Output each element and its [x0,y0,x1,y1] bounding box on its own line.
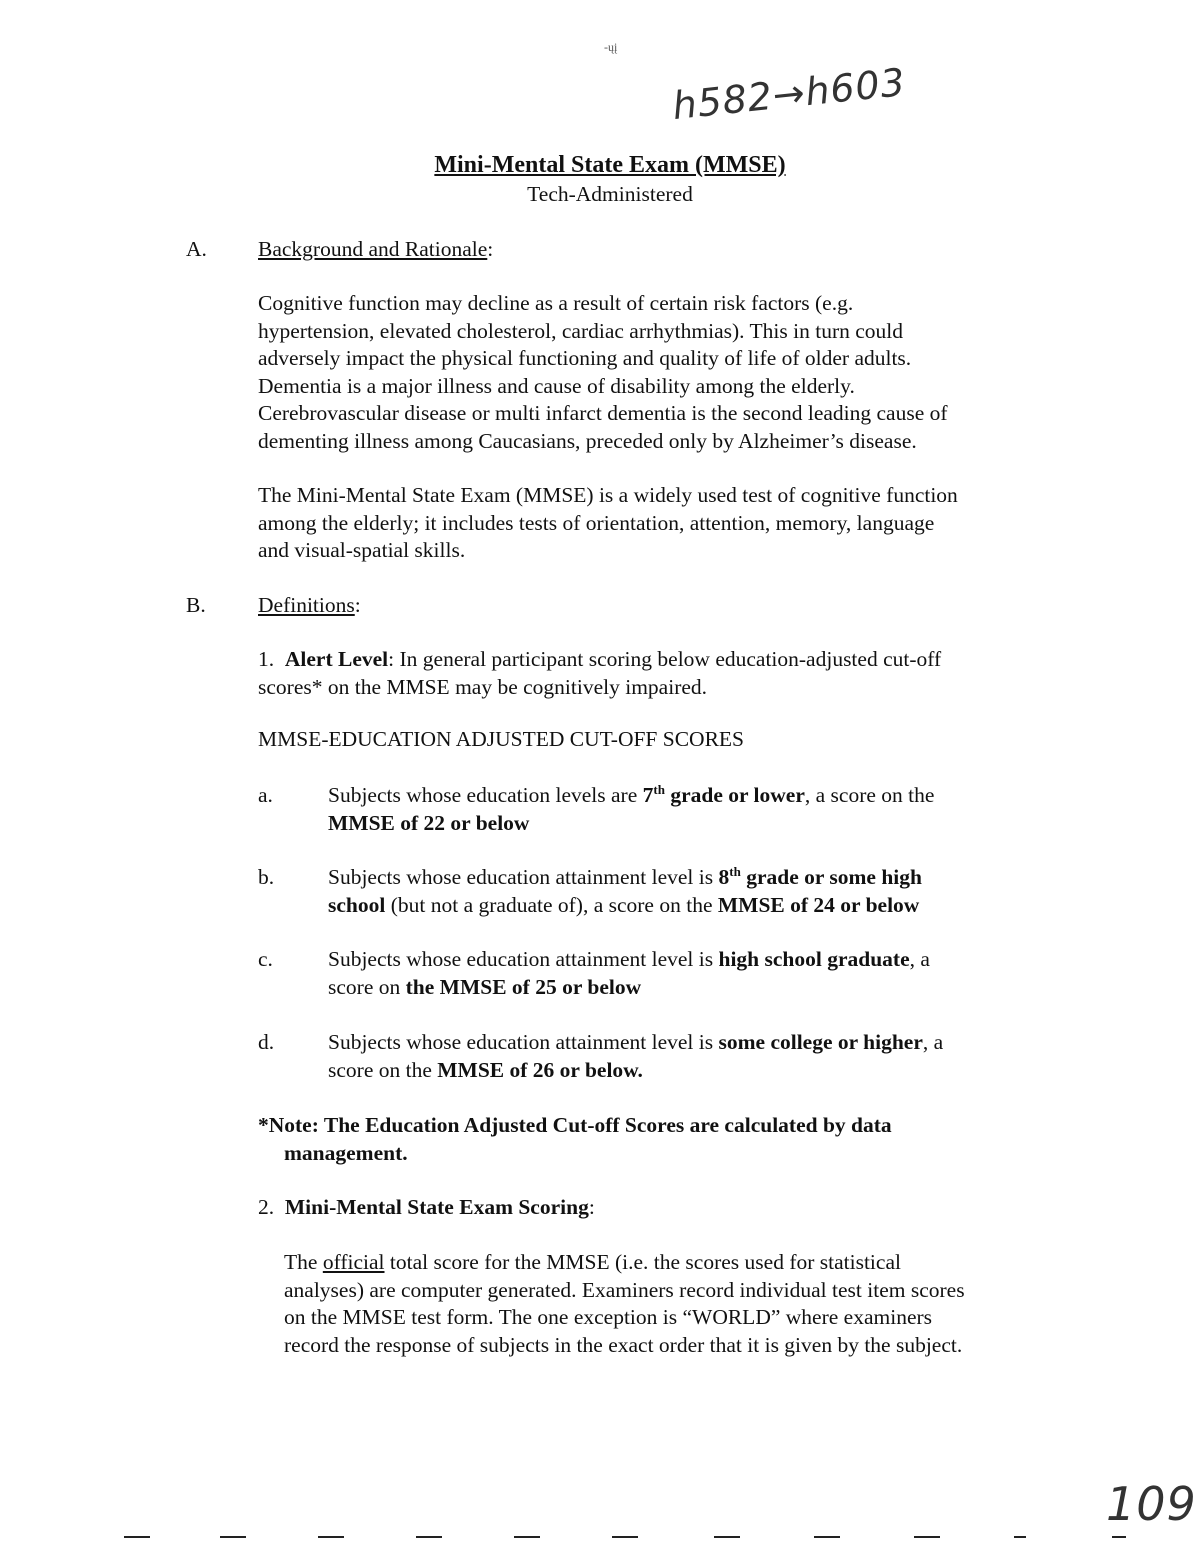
document-subtitle: Tech-Administered [527,182,693,206]
mmse-description-paragraph: The Mini-Mental State Exam (MMSE) is a widely used test of cognitive function among the elderly; it includes tests of orientation, attention, memory, language and visual-spatial skills. [258,483,958,562]
background-paragraph: Cognitive function may decline as a result of certain risk factors (e.g. hypertension, elevated cholesterol, cardiac arrhythmias). This in turn could adversely impact the physical functioning and quality of life of older adults. Dementia is a major illness and cause of disability among the elderly. Cerebrovascular disease or multi infarct dementia is the second leading cause of dementing illness among Caucasians, preceded only by Alzheimer’s disease. [258,291,948,453]
alert-level-definition: 1. Alert Level: In general participant scoring below education-adjusted cut-off scores* on the MMSE may be cognitively impaired. [258,647,942,699]
page-number: 109 [1106,1477,1197,1531]
list-item: Subjects whose education attainment level is some college or higher, a score on the MMSE of 26 or below. [328,1030,944,1082]
list-item-letter: a. [258,783,273,807]
list-item: Subjects whose education levels are 7th grade or lower, a score on the MMSE of 22 or below [328,781,935,835]
section-b-heading: Definitions: [258,593,361,617]
section-a-heading: Background and Rationale: [258,237,494,261]
section-a-letter: A. [186,237,207,261]
list-item: Subjects whose education attainment level is 8th grade or some high school (but not a graduate of), a score on the MMSE of 24 or below [328,863,922,917]
document-title: Mini-Mental State Exam (MMSE) [434,152,786,178]
handwritten-note: h582→h603 [670,59,908,129]
stray-mark: -ųį [604,40,618,54]
list-item-letter: c. [258,947,273,971]
scoring-paragraph: The official total score for the MMSE (i.e. the scores used for statistical analyses) are computer generated. Examiners record individual test item scores on the MMSE test form. The one exception is “WORLD” where examiners record the response of subjects in the exact order that it is given by the subject. [284,1250,965,1357]
scoring-heading: 2. Mini-Mental State Exam Scoring: [258,1195,595,1219]
education-cutoff-note: *Note: The Education Adjusted Cut-off Scores are calculated by data management. [258,1113,892,1165]
list-item-letter: d. [258,1030,275,1054]
list-item: Subjects whose education attainment level is high school graduate, a score on the MMSE of 25 or below [328,947,930,999]
cutoff-scores-heading: MMSE-EDUCATION ADJUSTED CUT-OFF SCORES [258,727,745,751]
list-item-letter: b. [258,865,275,889]
section-b-letter: B. [186,593,206,617]
